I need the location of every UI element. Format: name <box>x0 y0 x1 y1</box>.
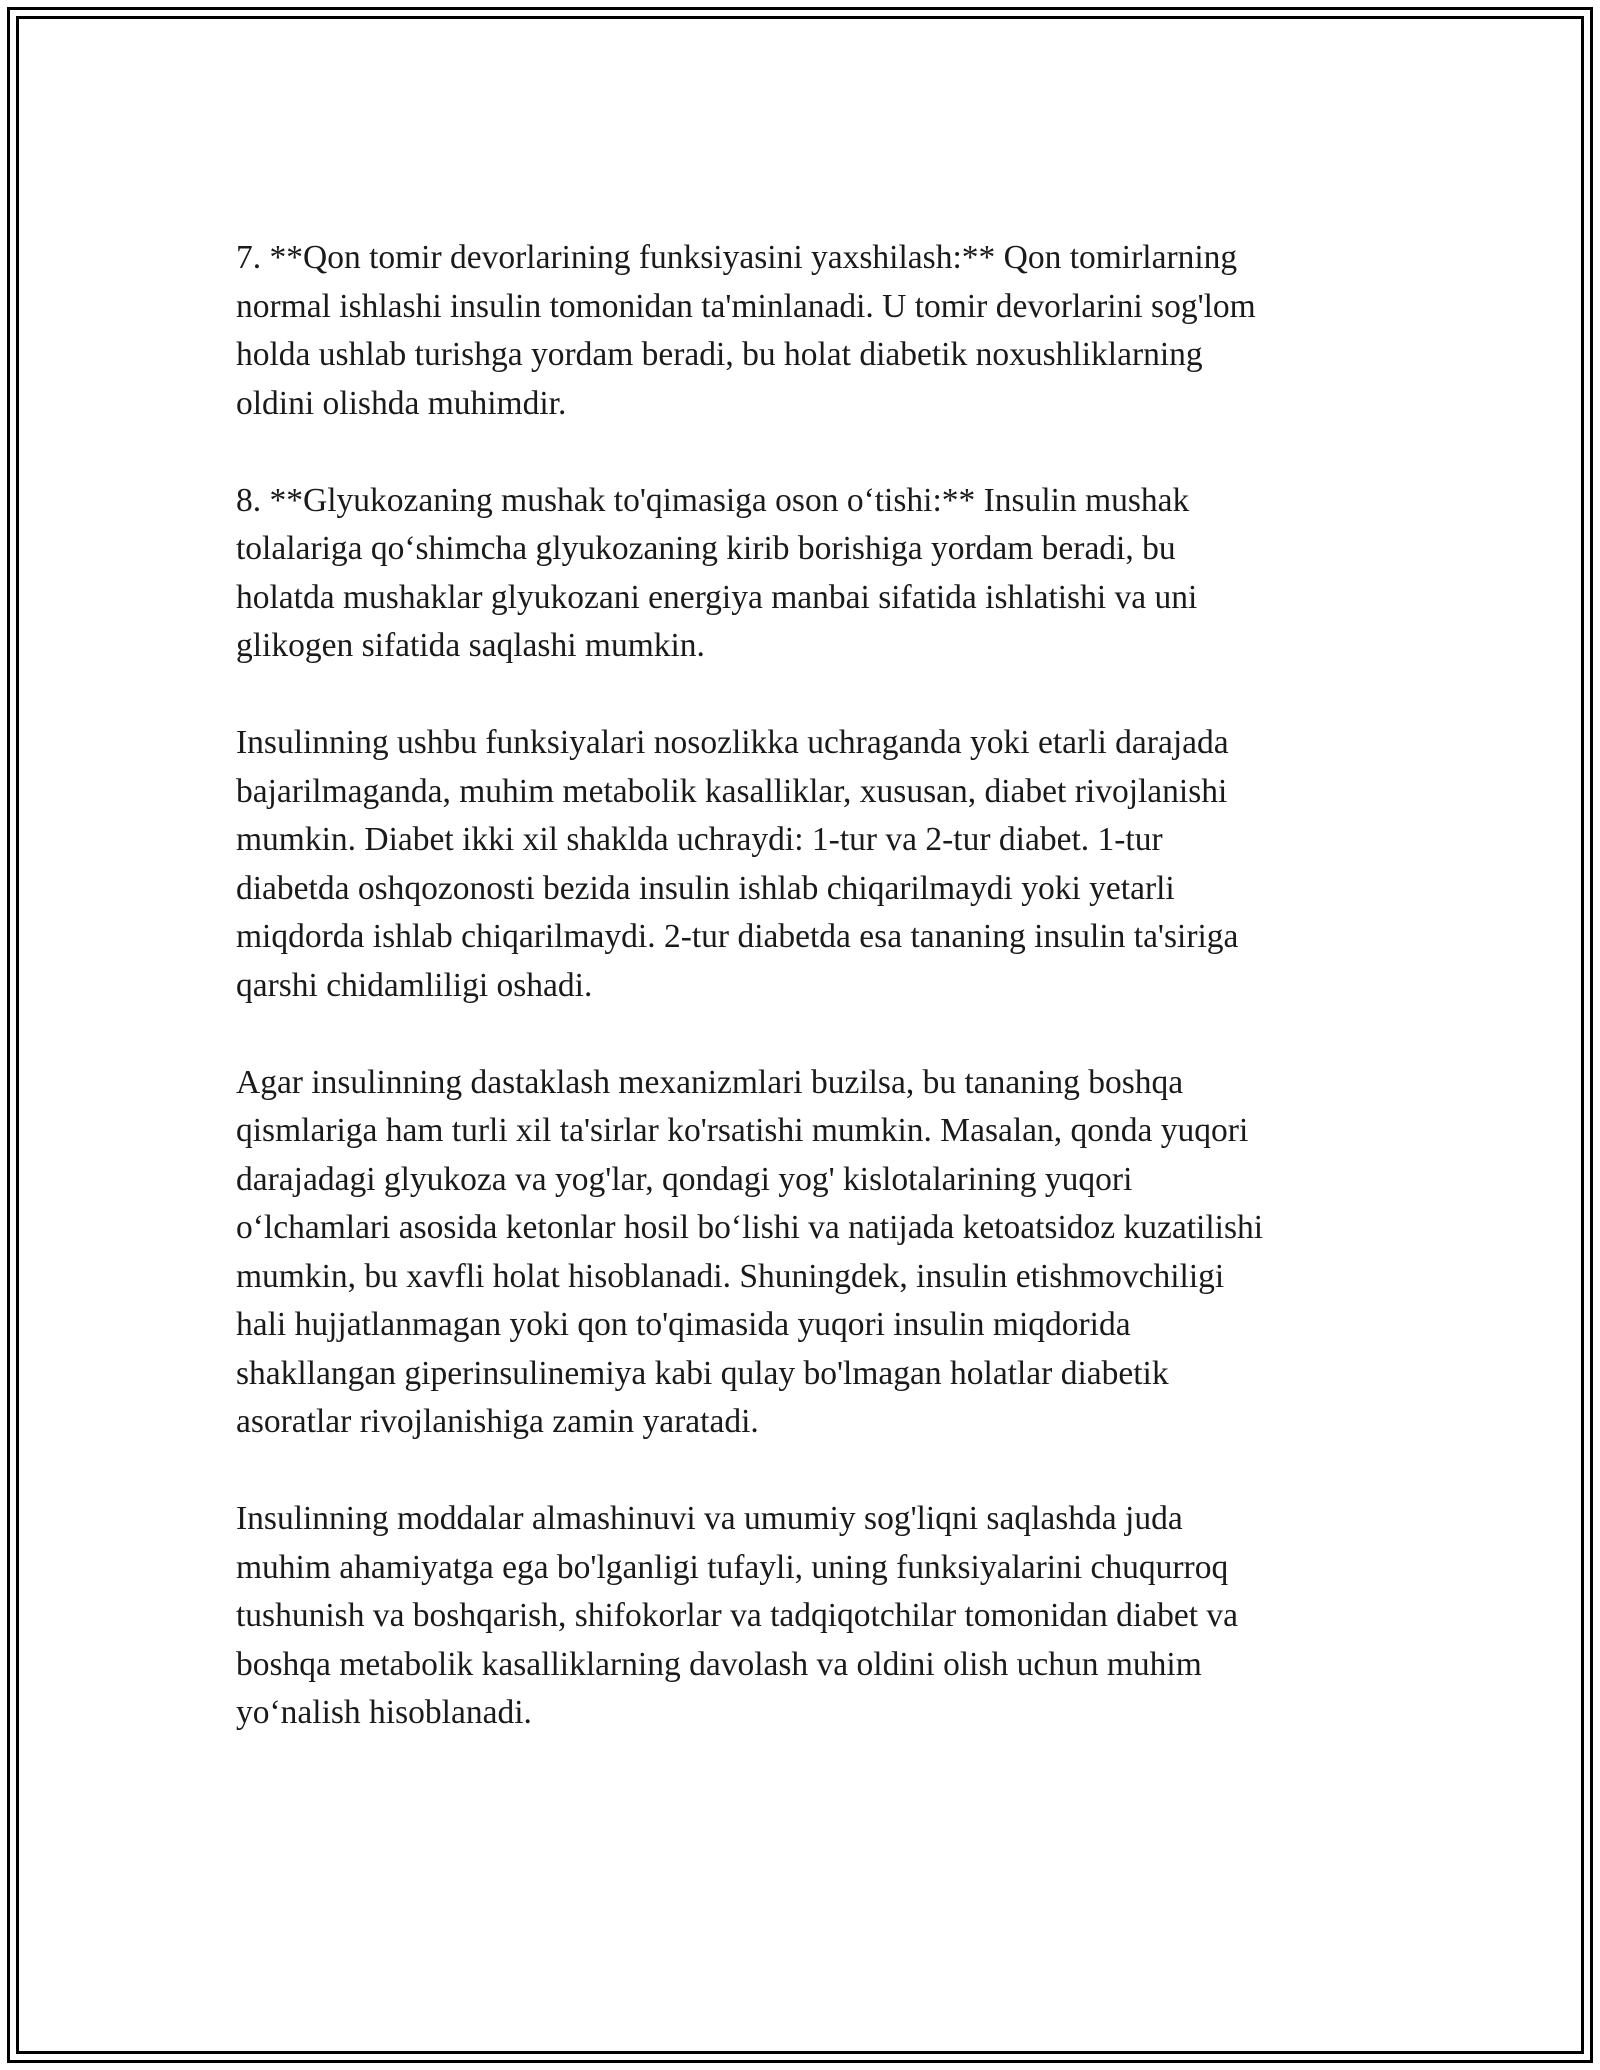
text-line: holda ushlab turishga yordam beradi, bu holat diabetik noxushliklarning <box>236 336 1203 373</box>
text-line: boshqa metabolik kasalliklarning davolash va oldini olish uchun muhim <box>236 1645 1202 1683</box>
text-line: tolalariga qo‘shimcha glyukozaning kirib borishiga yordam beradi, bu <box>236 530 1176 567</box>
text-line: tushunish va boshqarish, shifokorlar va tadqiqotchilar tomonidan diabet va <box>236 1597 1239 1634</box>
text-line: qismlariga ham turli xil ta'sirlar ko'rsatishi mumkin. Masalan, qonda yuqori <box>236 1112 1249 1149</box>
text-line: mumkin. Diabet ikki xil shaklda uchraydi: 1-tur va 2-tur diabet. 1-tur <box>236 821 1163 858</box>
text-line: hali hujjatlanmagan yoki qon to'qimasida yuqori insulin miqdorida <box>236 1306 1131 1343</box>
text-line: Insulinning ushbu funksiyalari nosozlikka uchraganda yoki etarli darajada <box>236 724 1229 761</box>
text-line: mumkin, bu xavfli holat hisoblanadi. Shuningdek, insulin etishmovchiligi <box>236 1257 1225 1295</box>
document-body <box>236 234 1366 1786</box>
paragraph-item-8 <box>236 477 1366 671</box>
text-line: yo‘nalish hisoblanadi. <box>236 1694 532 1731</box>
text-line: o‘lchamlari asosida ketonlar hosil bo‘lishi va natijada ketoatsidoz kuzatilishi <box>236 1209 1264 1246</box>
paragraph-mechanism-disruption <box>236 1059 1366 1447</box>
paragraph-insulin-dysfunction <box>236 719 1366 1010</box>
text-line: glikogen sifatida saqlashi mumkin. <box>236 627 705 664</box>
text-line: oldini olishda muhimdir. <box>236 384 567 422</box>
text-line: normal ishlashi insulin tomonidan ta'minlanadi. U tomir devorlarini sog'lom <box>236 287 1256 325</box>
text-line: shakllangan giperinsulinemiya kabi qulay bo'lmagan holatlar diabetik <box>236 1354 1169 1392</box>
text-line: diabetda oshqozonosti bezida insulin ishlab chiqarilmaydi yoki yetarli <box>236 869 1175 907</box>
text-line: muhim ahamiyatga ega bo'lganligi tufayli, uning funksiyalarini chuqurroq <box>236 1548 1229 1586</box>
paragraph-conclusion <box>236 1495 1366 1738</box>
text-line: darajadagi glyukoza va yog'lar, qondagi yog' kislotalarining yuqori <box>236 1160 1133 1198</box>
text-line: Agar insulinning dastaklash mexanizmlari buzilsa, bu tananing boshqa <box>236 1063 1184 1101</box>
text-line: 8. **Glyukozaning mushak to'qimasiga oson o‘tishi:** Insulin mushak <box>236 481 1190 519</box>
paragraph-item-7 <box>236 234 1366 428</box>
text-line: holatda mushaklar glyukozani energiya manbai sifatida ishlatishi va uni <box>236 578 1198 616</box>
text-line: 7. **Qon tomir devorlarining funksiyasini yaxshilash:** Qon tomirlarning <box>236 239 1238 276</box>
text-line: miqdorda ishlab chiqarilmaydi. 2-tur diabetda esa tananing insulin ta'siriga <box>236 918 1239 955</box>
text-line: Insulinning moddalar almashinuvi va umumiy sog'liqni saqlashda juda <box>236 1500 1183 1537</box>
text-line: asoratlar rivojlanishiga zamin yaratadi. <box>236 1403 759 1440</box>
text-line: qarshi chidamliligi oshadi. <box>236 966 593 1004</box>
text-line: bajarilmaganda, muhim metabolik kasalliklar, xususan, diabet rivojlanishi <box>236 772 1228 810</box>
